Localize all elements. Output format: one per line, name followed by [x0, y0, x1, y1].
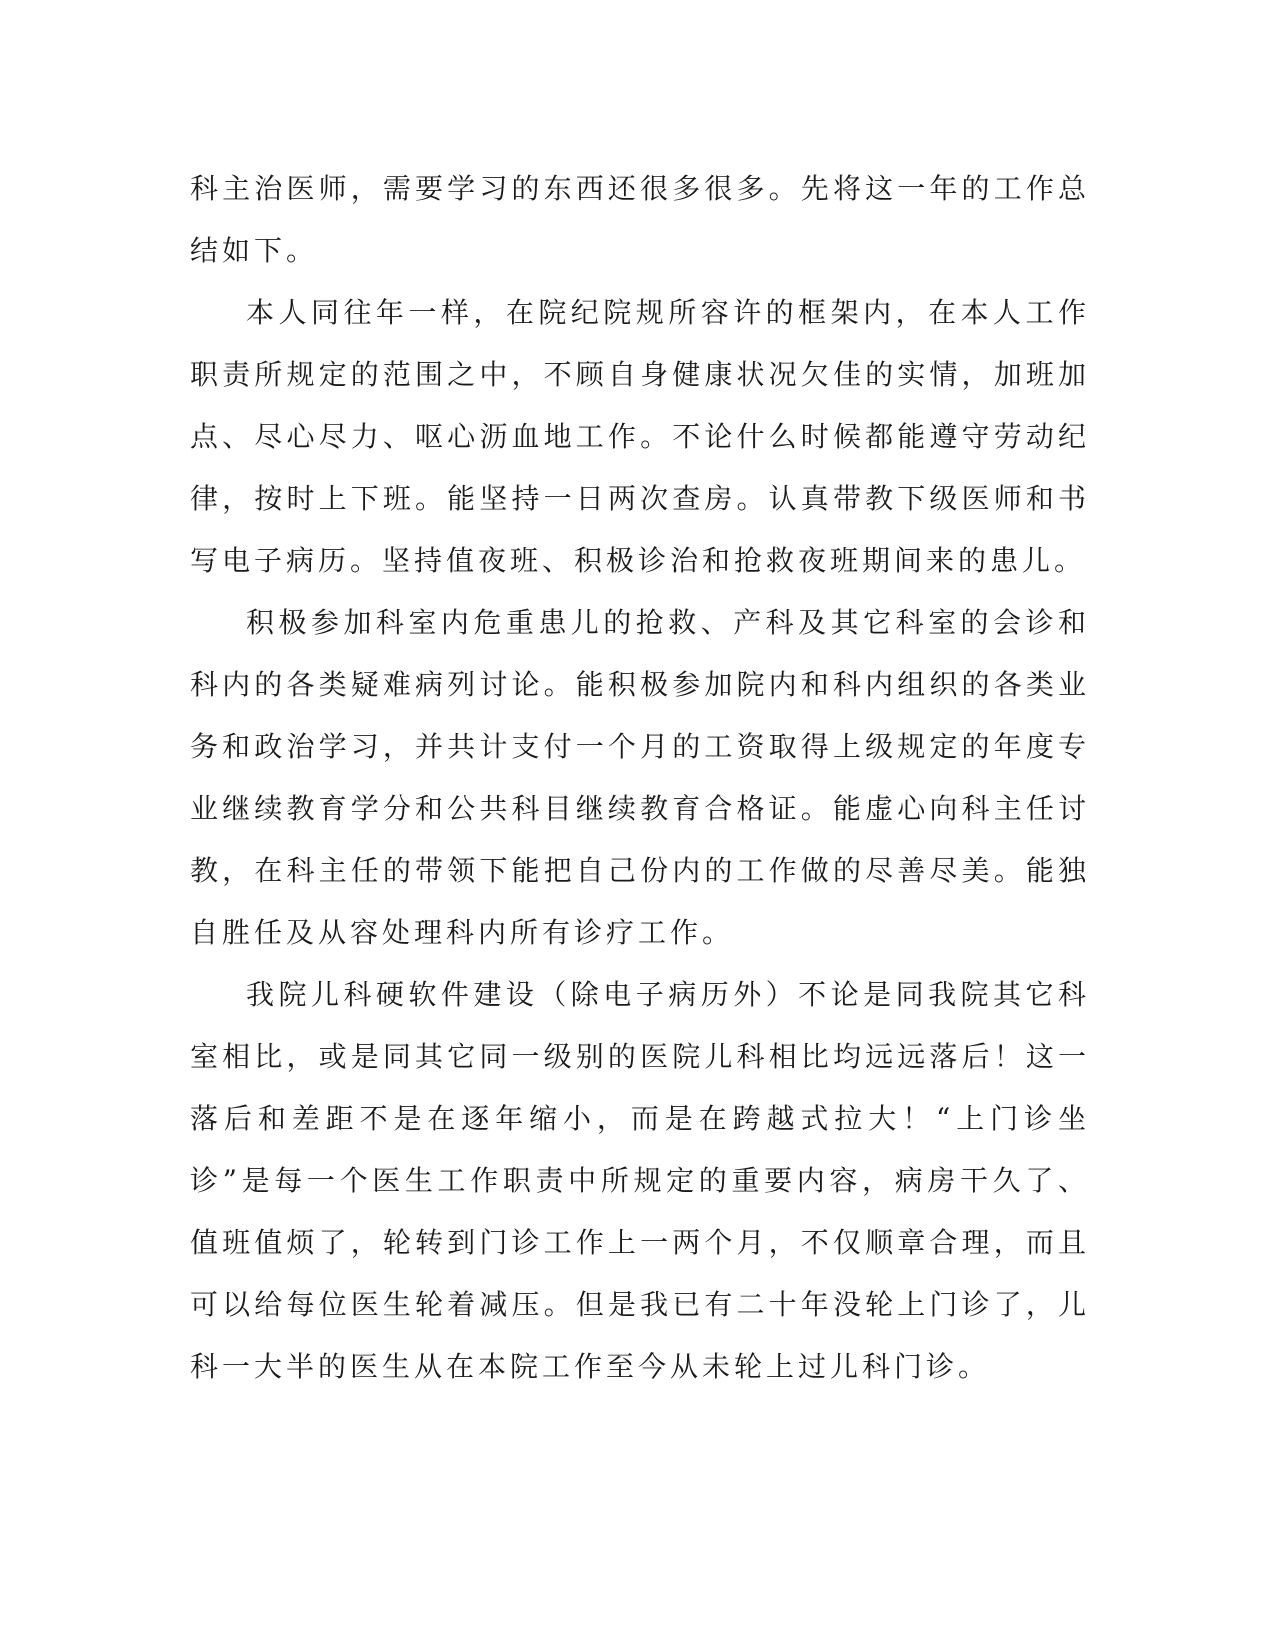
paragraph-department-construction: 我院儿科硬软件建设（除电子病历外）不论是同我院其它科室相比，或是同其它同一级别的医院儿科相比均远远落后！这一落后和差距不是在逐年缩小，而是在跨越式拉大！“上门诊坐诊”是每一个医生工作职责中所规定的重要内容，病房干久了、值班值烦了，轮转到门诊工作上一两个月，不仅顺章合理，而且可以给每位医生轮着减压。但是我已有二十年没轮上门诊了，儿科一大半的医生从在本院工作至今从未轮上过儿科门诊。 — [190, 978, 1090, 1383]
paragraph-continuation: 科主治医师，需要学习的东西还很多很多。先将这一年的工作总结如下。 — [190, 172, 1090, 267]
paragraph-work-duties: 本人同往年一样，在院纪院规所容许的框架内，在本人工作职责所规定的范围之中，不顾自身健康状况欠佳的实情，加班加点、尽心尽力、呕心沥血地工作。不论什么时候都能遵守劳动纪律，按时上下班。能坚持一日两次查房。认真带教下级医师和书写电子病历。坚持值夜班、积极诊治和抢救夜班期间来的患儿。 — [190, 296, 1090, 577]
document-body — [190, 158, 1090, 1398]
paragraph-study-activities: 积极参加科室内危重患儿的抢救、产科及其它科室的会诊和科内的各类疑难病列讨论。能积极参加院内和科内组织的各类业务和政治学习，并共计支付一个月的工资取得上级规定的年度专业继续教育学分和公共科目继续教育合格证。能虚心向科主任讨教，在科主任的带领下能把自己份内的工作做的尽善尽美。能独自胜任及从容处理科内所有诊疗工作。 — [190, 606, 1090, 949]
